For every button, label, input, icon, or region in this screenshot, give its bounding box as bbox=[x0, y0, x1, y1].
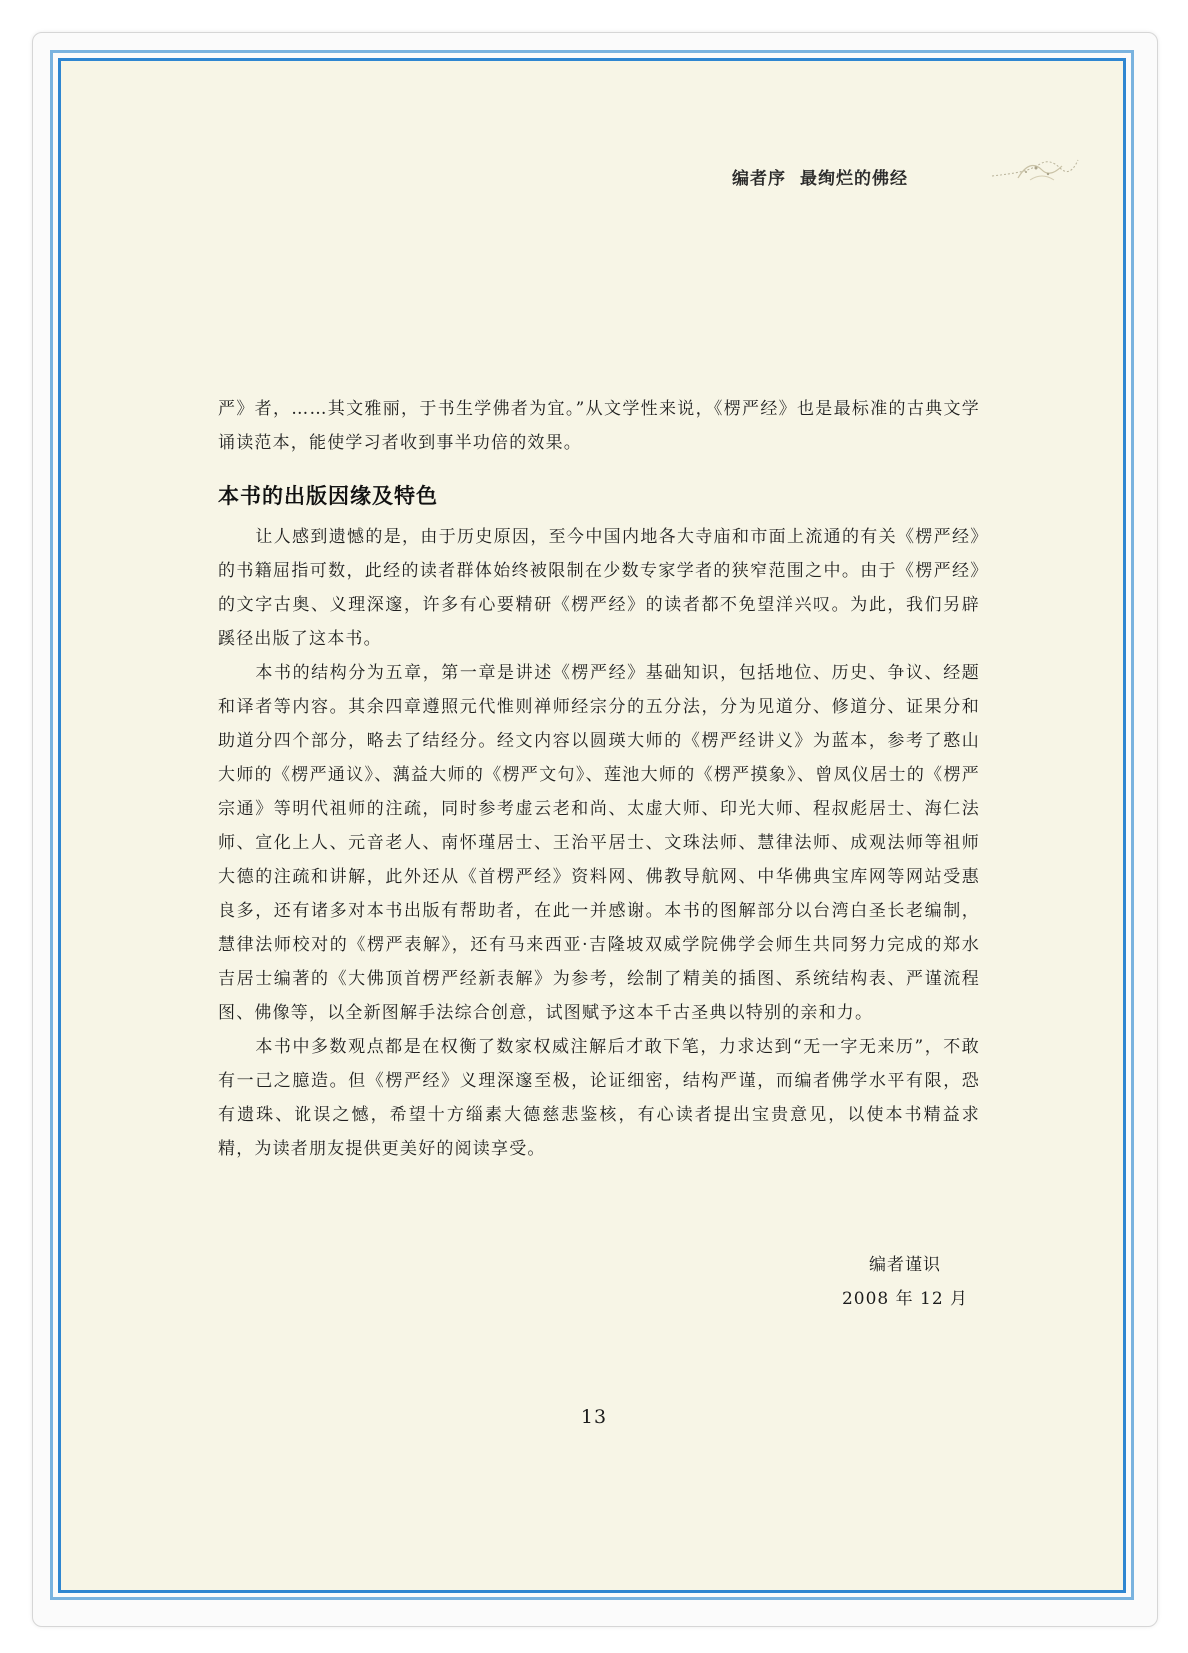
decorative-ornament-icon bbox=[990, 150, 1080, 195]
running-header bbox=[732, 164, 908, 189]
page-number: 13 bbox=[580, 1406, 608, 1428]
header-section-label: 编者序 bbox=[732, 169, 786, 189]
signature-block bbox=[830, 1248, 980, 1316]
body-paragraph-2: 本书的结构分为五章，第一章是讲述《楞严经》基础知识，包括地位、历史、争议、经题和译者等内容。其余四章遵照元代惟则禅师经宗分的五分法，分为见道分、修道分、证果分和助道分四个部分，略去了结经分。经文内容以圆瑛大师的《楞严经讲义》为蓝本，参考了憨山大师的《楞严通议》、蕅益大师的《楞严文句》、莲池大师的《楞严摸象》、曾凤仪居士的《楞严宗通》等明代祖师的注疏，同时参考虚云老和尚、太虚大师、印光大师、程叔彪居士、海仁法师、宣化上人、元音老人、南怀瑾居士、王治平居士、文珠法师、慧律法师、成观法师等祖师大德的注疏和讲解，此外还从《首楞严经》资料网、佛教导航网、中华佛典宝库网等网站受惠良多，还有诸多对本书出版有帮助者，在此一并感谢。本书的图解部分以台湾白圣长老编制，慧律法师校对的《楞严表解》，还有马来西亚·吉隆坡双威学院佛学会师生共同努力完成的郑水吉居士编著的《大佛顶首楞严经新表解》为参考，绘制了精美的插图、系统结构表、严谨流程图、佛像等，以全新图解手法综合创意，试图赋予这本千古圣典以特别的亲和力。 bbox=[218, 663, 980, 1023]
header-title: 最绚烂的佛经 bbox=[800, 169, 908, 189]
main-text bbox=[218, 392, 980, 1166]
section-heading: 本书的出版因缘及特色 bbox=[218, 484, 438, 508]
signature-author: 编者谨识 bbox=[869, 1255, 941, 1275]
body-paragraph-1: 让人感到遗憾的是，由于历史原因，至今中国内地各大寺庙和市面上流通的有关《楞严经》的书籍屈指可数，此经的读者群体始终被限制在少数专家学者的狭窄范围之中。由于《楞严经》的文字古奥、义理深邃，许多有心要精研《楞严经》的读者都不免望洋兴叹。为此，我们另辟蹊径出版了这本书。 bbox=[218, 527, 980, 649]
signature-date: 2008 年 12 月 bbox=[841, 1289, 969, 1309]
body-paragraph-3: 本书中多数观点都是在权衡了数家权威注解后才敢下笔，力求达到“无一字无来历”，不敢有一己之臆造。但《楞严经》义理深邃至极，论证细密，结构严谨，而编者佛学水平有限，恐有遗珠、讹误之憾，希望十方缁素大德慈悲鉴核，有心读者提出宝贵意见，以使本书精益求精，为读者朋友提供更美好的阅读享受。 bbox=[218, 1037, 980, 1159]
intro-paragraph: 严》者，……其文雅丽，于书生学佛者为宜。”从文学性来说，《楞严经》也是最标准的古典文学诵读范本，能使学习者收到事半功倍的效果。 bbox=[218, 399, 980, 453]
